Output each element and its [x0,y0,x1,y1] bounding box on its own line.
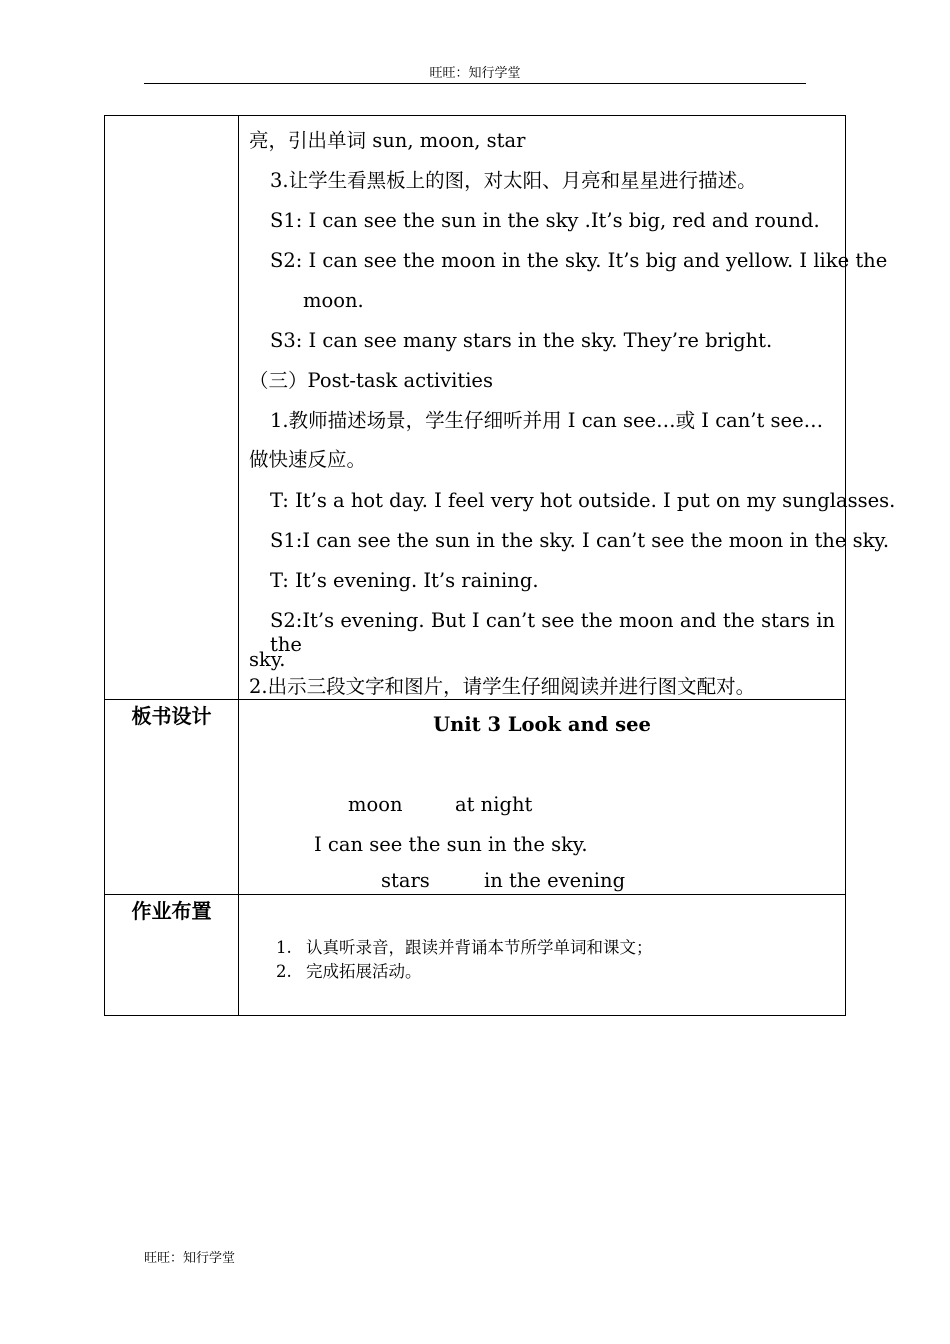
text-line: T: It’s evening. It’s raining. [270,569,539,592]
text-line: 3.让学生看黑板上的图，对太阳、月亮和星星进行描述。 [270,169,757,192]
board-title: Unit 3 Look and see [433,713,651,736]
lesson-plan-table [104,115,896,1016]
text-line: S1: I can see the sun in the sky .It’s big, red and round. [270,209,820,232]
list-item [276,961,422,983]
section-heading: （三）Post-task activities [249,369,493,392]
text-line: T: It’s a hot day. I feel very hot outside. I put on my sunglasses. [270,489,896,512]
board-phrase-in-the-evening: in the evening [484,869,626,892]
board-sentence: I can see the sun in the sky. [314,833,588,856]
text-line: 做快速反应。 [249,448,367,471]
header-rule [144,83,806,84]
text-line: S2:It’s evening. But I can’t see the moon and the stars in the [270,609,835,656]
board-design [239,700,845,894]
text-line: 1.教师描述场景，学生仔细听并用 I can see…或 I can’t see… [270,409,824,432]
table-row [105,700,846,895]
table-row [105,895,846,1016]
table-row [105,116,846,700]
board-word-moon: moon [348,793,403,816]
homework-label: 作业布置 [105,895,239,1016]
lesson-steps [239,116,896,699]
text-line: sky. [249,648,286,671]
item-text: 完成拓展活动。 [306,962,422,981]
text-line: moon. [303,289,364,312]
page-footer: 旺旺：知行学堂 [144,1251,236,1266]
text-line: S3: I can see many stars in the sky. They’re bright. [270,329,773,352]
content-cell [239,116,896,700]
text-line: 2.出示三段文字和图片，请学生仔细阅读并进行图文配对。 [249,675,756,698]
board-design-cell [239,700,846,895]
board-design-label: 板书设计 [105,700,239,895]
list-item [276,937,653,959]
board-phrase-at-night: at night [455,793,533,816]
text-line: S1:I can see the sun in the sky. I can’t see the moon in the sky. [270,529,890,552]
page-header: 旺旺：知行学堂 [429,66,521,81]
homework-list [239,895,845,1015]
homework-cell [239,895,846,1016]
item-number: 1. [276,938,292,957]
item-text: 认真听录音，跟读并背诵本节所学单词和课文； [306,938,653,957]
text-line: S2: I can see the moon in the sky. It’s big and yellow. I like the [270,249,888,272]
label-cell-empty [105,116,239,700]
text-line: 亮，引出单词 sun, moon, star [249,129,526,152]
item-number: 2. [276,962,292,981]
board-word-stars: stars [381,869,430,892]
